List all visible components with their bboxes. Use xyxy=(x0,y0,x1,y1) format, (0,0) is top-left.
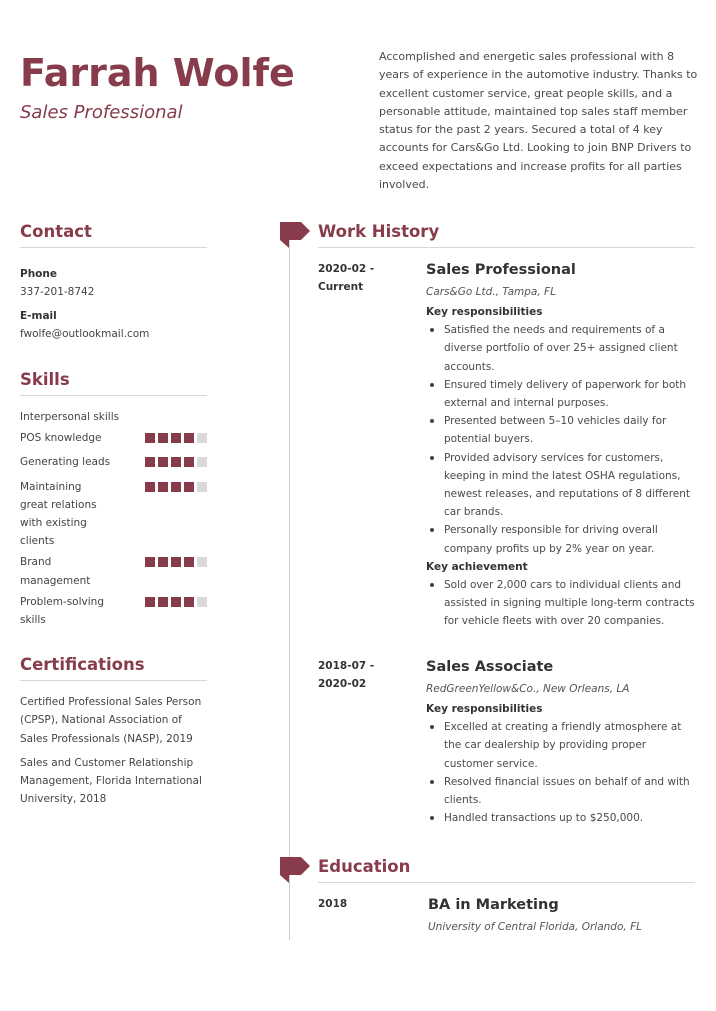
skill-rating xyxy=(145,557,207,567)
list-item: Handled transactions up to $250,000. xyxy=(426,809,698,827)
rating-square-filled xyxy=(184,433,194,443)
rating-square-empty xyxy=(197,597,207,607)
responsibilities-list xyxy=(426,321,698,558)
skill-rating xyxy=(145,597,207,607)
list-item: Resolved financial issues on behalf of and with clients. xyxy=(426,773,698,809)
phone-value: 337-201-8742 xyxy=(20,286,95,298)
job-details xyxy=(426,657,698,827)
rating-square-filled xyxy=(171,433,181,443)
phone-label: Phone xyxy=(20,268,57,280)
skill-row xyxy=(20,593,207,629)
list-item: Presented between 5–10 vehicles daily for potential buyers. xyxy=(426,412,698,448)
certifications-section xyxy=(20,653,207,808)
list-item: Ensured timely delivery of paperwork for both external and internal purposes. xyxy=(426,376,698,412)
rating-square-filled xyxy=(158,433,168,443)
skill-name: Generating leads xyxy=(20,456,111,469)
job-details xyxy=(426,260,698,631)
skill-name: Brand management xyxy=(20,556,91,587)
rating-square-filled xyxy=(184,597,194,607)
job-company: Cars&Go Ltd., Tampa, FL xyxy=(426,286,556,298)
responsibilities-label: Key responsibilities xyxy=(426,306,543,318)
candidate-name: Farrah Wolfe xyxy=(20,51,295,95)
list-item: Excelled at creating a friendly atmosphere at the car dealership by providing proper customer service. xyxy=(426,718,698,773)
divider xyxy=(318,882,695,883)
divider xyxy=(20,395,207,396)
email-value[interactable]: fwolfe@outlookmail.com xyxy=(20,328,150,340)
rating-square-filled xyxy=(145,457,155,467)
responsibilities-label: Key responsibilities xyxy=(426,703,543,715)
section-flag-icon xyxy=(280,857,312,885)
rating-square-empty xyxy=(197,433,207,443)
section-flag-icon xyxy=(280,222,312,250)
skills-section xyxy=(20,368,207,629)
email-label: E-mail xyxy=(20,310,57,322)
job-company: RedGreenYellow&Co., New Orleans, LA xyxy=(426,683,630,695)
skill-rating xyxy=(145,457,207,467)
job-date: 2018-07 - 2020-02 xyxy=(318,660,375,691)
skill-row xyxy=(20,553,207,589)
rating-square-filled xyxy=(171,597,181,607)
skill-name: POS knowledge xyxy=(20,432,102,445)
rating-square-filled xyxy=(158,457,168,467)
list-item: Satisfied the needs and requirements of a diverse portfolio of over 25+ assigned client accounts. xyxy=(426,321,698,376)
rating-square-filled xyxy=(145,433,155,443)
timeline-line xyxy=(289,240,290,940)
skill-name: Interpersonal skills xyxy=(20,411,120,423)
contact-heading: Contact xyxy=(20,222,92,241)
rating-square-filled xyxy=(158,482,168,492)
list-item: Personally responsible for driving overall company profits up by 2% year on year. xyxy=(426,521,698,557)
responsibilities-list xyxy=(426,718,698,827)
achievement-label: Key achievement xyxy=(426,560,528,573)
skill-name: Maintaining great relations with existing clients xyxy=(20,480,97,548)
rating-square-filled xyxy=(145,597,155,607)
divider xyxy=(20,247,207,248)
list-item: Sold over 2,000 cars to individual clients and assisted in signing multiple long-term contracts for vehicle fleets with over 20 companies. xyxy=(426,576,698,631)
rating-square-filled xyxy=(184,457,194,467)
candidate-title: Sales Professional xyxy=(20,102,183,123)
rating-square-filled xyxy=(171,457,181,467)
divider xyxy=(318,247,695,248)
rating-square-empty xyxy=(197,557,207,567)
school: University of Central Florida, Orlando, FL xyxy=(428,921,642,933)
skill-row xyxy=(20,429,207,447)
education-section xyxy=(318,855,695,883)
skills-heading: Skills xyxy=(20,370,70,389)
divider xyxy=(20,680,207,681)
education-heading: Education xyxy=(318,857,411,876)
skill-row xyxy=(20,478,207,551)
rating-square-empty xyxy=(197,482,207,492)
professional-summary: Accomplished and energetic sales professional with 8 years of experience in the automotive industry. Thanks to excellent customer service, great people skills, and a personable attitude, maintained top sales staff member status for the past 2 years. Secured a total of 4 key accounts for Cars&Go Ltd. Looking to join BNP Drivers to exceed expectations and increase profits for all parties involved. xyxy=(379,50,698,192)
skill-row xyxy=(20,453,207,471)
skill-name: Problem-solving skills xyxy=(20,595,104,627)
rating-square-filled xyxy=(158,557,168,567)
list-item: Provided advisory services for customers, keeping in mind the latest OSHA regulations, newest releases, and reputations of 8 different car brands. xyxy=(426,449,698,522)
skill-rating xyxy=(145,433,207,443)
work-history-heading: Work History xyxy=(318,222,440,241)
job-date: 2020-02 - Current xyxy=(318,263,375,294)
rating-square-filled xyxy=(171,482,181,492)
job-title: Sales Associate xyxy=(426,659,554,675)
certification-item: Sales and Customer Relationship Management, Florida International University, 2018 xyxy=(20,756,202,806)
skill-rating xyxy=(145,482,207,492)
rating-square-filled xyxy=(145,557,155,567)
skill-row xyxy=(20,408,207,426)
left-column xyxy=(20,220,207,808)
education-date: 2018 xyxy=(318,898,348,910)
rating-square-filled xyxy=(171,557,181,567)
certifications-heading: Certifications xyxy=(20,655,145,675)
rating-square-filled xyxy=(158,597,168,607)
rating-square-empty xyxy=(197,457,207,467)
degree: BA in Marketing xyxy=(428,897,559,913)
rating-square-filled xyxy=(184,557,194,567)
education-details xyxy=(428,895,700,936)
rating-square-filled xyxy=(184,482,194,492)
job-title: Sales Professional xyxy=(426,262,576,278)
work-history-section xyxy=(318,220,695,248)
certification-item: Certified Professional Sales Person (CPSP), National Association of Sales Professionals (NASP), 2019 xyxy=(20,696,202,745)
rating-square-filled xyxy=(145,482,155,492)
contact-section xyxy=(20,220,207,343)
achievements-list xyxy=(426,576,698,631)
